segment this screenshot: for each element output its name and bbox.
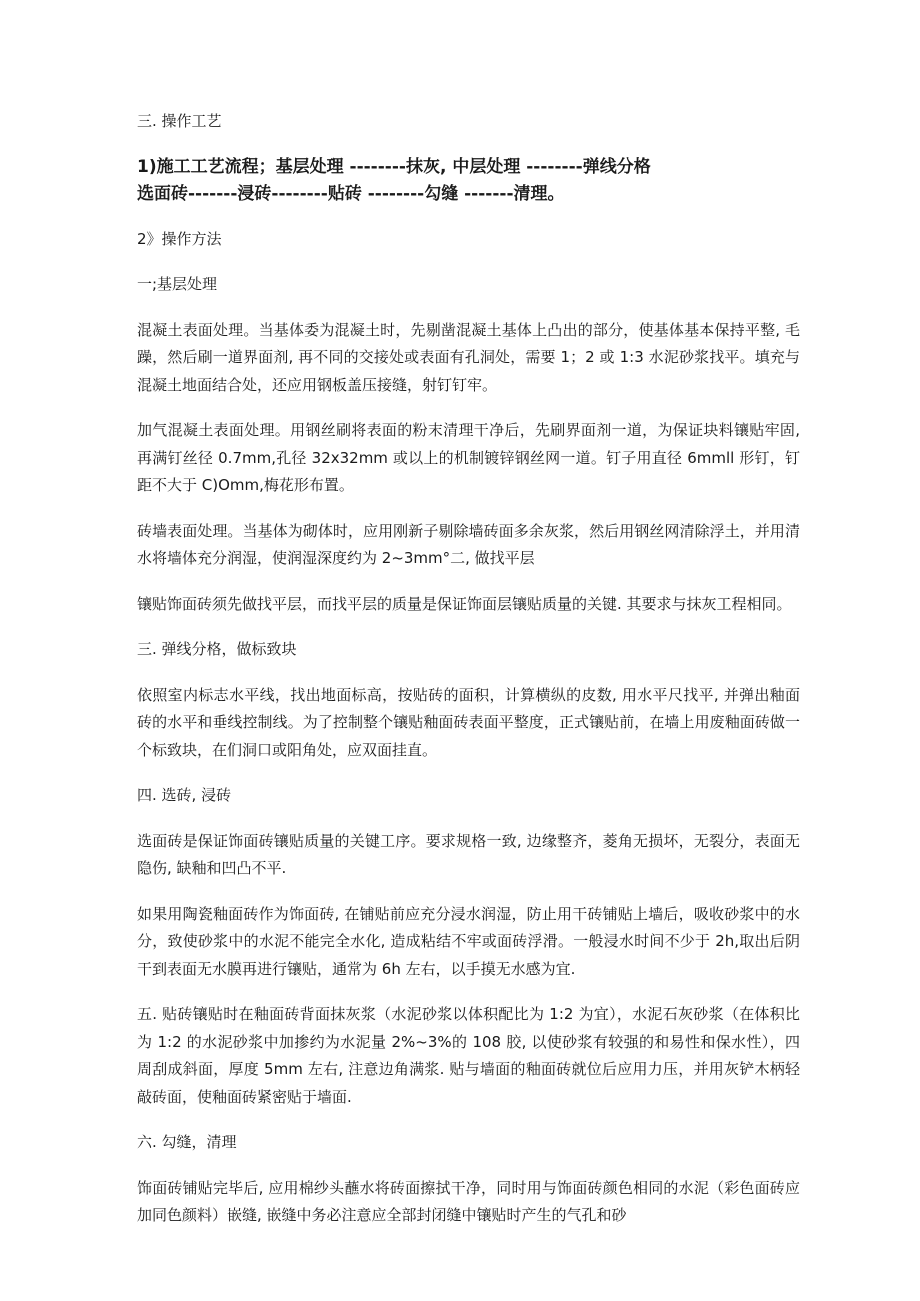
subsection-select-soak: 四. 选砖, 浸砖 [137, 786, 232, 804]
subsection-base-treatment: 一;基层处理 [137, 275, 218, 293]
paragraph-aerated-concrete: 加气混凝土表面处理。用钢丝刷将表面的粉末清理干净后，先刷界面剂一道，为保证块料镶贴牢固, 再满钉丝径 0.7mm,孔径 32x32mm 或以上的机制镀锌钢丝网一道。钉子用直径 6mmll 形钉，钉距不大于 C)Omm,梅花形布置。 [137, 421, 800, 494]
paragraph-concrete-surface: 混凝土表面处理。当基体委为混凝土时，先剔凿混凝土基体上凸出的部分，使基体基本保持平整, 毛躁，然后刷一道界面剂, 再不同的交接处或表面有孔洞处，需要 1；2 或 1:3 水泥砂浆找平。填充与混凝土地面结合处，还应用钢板盖压接缝，射钉钉牢。 [137, 320, 800, 394]
process-flow-line-1: 1)施工工艺流程；基层处理 --------抹灰, 中层处理 --------弹线分格 [137, 156, 651, 177]
method-title: 2》操作方法 [137, 229, 222, 248]
paragraph-leveling-layer: 镶贴饰面砖须先做找平层，而找平层的质量是保证饰面层镶贴质量的关键. 其要求与抹灰工程相同。 [137, 594, 792, 613]
paragraph-grouting: 饰面砖铺贴完毕后, 应用棉纱头蘸水将砖面擦拭干净，同时用与饰面砖颜色相同的水泥（彩色面砖应加同色颜料）嵌缝, 嵌缝中务必注意应全部封闭缝中镶贴时产生的气孔和砂 [137, 1178, 800, 1224]
paragraph-tile-laying: 五. 贴砖镶贴时在釉面砖背面抹灰浆（水泥砂浆以体积配比为 1:2 为宜），水泥石灰砂浆（在体积比为 1:2 的水泥砂浆中加掺约为水泥量 2%~3%的 108 胶, 以使砂浆有较强的和易性和保水性），四周刮成斜面，厚度 5mm 左右, 注意边角满浆. 贴与墙面的釉面砖就位后应用力压，并用灰铲木柄轻敲砖面，使釉面砖紧密贴于墙面. [137, 1005, 800, 1106]
process-flow [137, 154, 800, 208]
subsection-line-marking: 三. 弹线分格，做标致块 [137, 640, 297, 658]
section-title: 三. 操作工艺 [137, 112, 222, 130]
process-flow-line-2: 选面砖-------浸砖--------贴砖 --------勾缝 -------清理。 [137, 183, 565, 204]
paragraph-brick-wall: 砖墙表面处理。当基体为砌体时，应用刚新子剔除墙砖面多余灰浆，然后用钢丝网清除浮土，并用清水将墙体充分润湿，使润湿深度约为 2~3mm°二, 做找平层 [137, 521, 800, 567]
subsection-grouting: 六. 勾缝，清理 [137, 1133, 237, 1151]
paragraph-select-tiles: 选面砖是保证饰面砖镶贴质量的关键工序。要求规格一致, 边缘整齐，菱角无损坏，无裂分，表面无隐伤, 缺釉和凹凸不平. [137, 831, 800, 877]
paragraph-line-marking: 依照室内标志水平线，找出地面标高，按贴砖的面积，计算横纵的皮数, 用水平尺找平, 并弹出釉面砖的水平和垂线控制线。为了控制整个镶贴釉面砖表面平整度，正式镶贴前，在墙上用废釉面砖做一个标致块，在们洞口或阳角处，应双面挂直。 [137, 685, 800, 759]
paragraph-soak-tiles: 如果用陶瓷釉面砖作为饰面砖, 在铺贴前应充分浸水润湿，防止用干砖铺贴上墙后，吸收砂浆中的水分，致使砂浆中的水泥不能完全水化, 造成粘结不牢或面砖浮滑。一般浸水时间不少于 2h,取出后阴干到表面无水膜再进行镶贴，通常为 6h 左右，以手摸无水感为宜. [137, 904, 800, 978]
